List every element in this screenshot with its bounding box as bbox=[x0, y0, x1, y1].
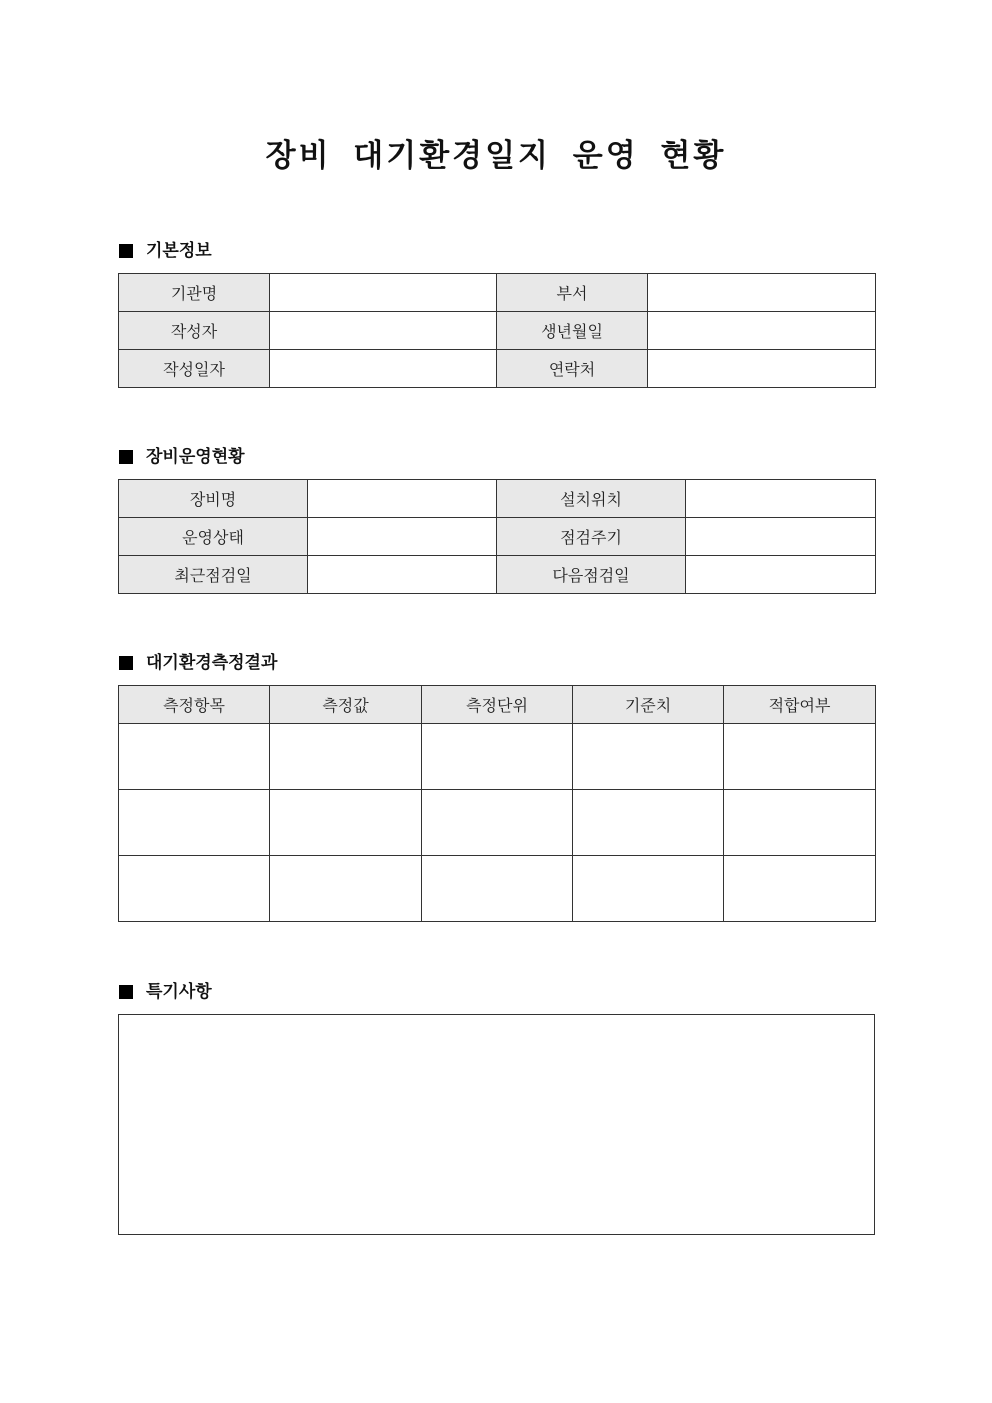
table-cell[interactable] bbox=[119, 856, 270, 922]
field-label: 점검주기 bbox=[497, 518, 686, 556]
column-header: 기준치 bbox=[573, 686, 724, 724]
table-cell[interactable] bbox=[270, 856, 422, 922]
field-label: 연락처 bbox=[497, 350, 648, 388]
section-heading-basic-info bbox=[119, 240, 212, 262]
field-label: 운영상태 bbox=[119, 518, 308, 556]
table-cell[interactable] bbox=[573, 790, 724, 856]
measurement-results-table bbox=[118, 685, 876, 922]
table-cell[interactable] bbox=[422, 856, 573, 922]
field-value-cell[interactable] bbox=[686, 556, 876, 594]
table-row bbox=[119, 518, 876, 556]
table-cell[interactable] bbox=[573, 724, 724, 790]
table-cell[interactable] bbox=[270, 790, 422, 856]
table-row bbox=[119, 790, 876, 856]
table-row bbox=[119, 856, 876, 922]
field-label: 설치위치 bbox=[497, 480, 686, 518]
table-row bbox=[119, 480, 876, 518]
field-label: 장비명 bbox=[119, 480, 308, 518]
black-square-icon bbox=[119, 450, 133, 464]
column-header: 측정값 bbox=[270, 686, 422, 724]
black-square-icon bbox=[119, 985, 133, 999]
column-header: 측정단위 bbox=[422, 686, 573, 724]
field-value-cell[interactable] bbox=[648, 274, 876, 312]
field-label: 최근점검일 bbox=[119, 556, 308, 594]
section-heading-measurement-results bbox=[119, 652, 277, 674]
field-value-cell[interactable] bbox=[686, 518, 876, 556]
section-heading-label: 특기사항 bbox=[146, 982, 212, 1002]
field-label: 다음점검일 bbox=[497, 556, 686, 594]
field-label: 작성자 bbox=[119, 312, 270, 350]
field-value-cell[interactable] bbox=[270, 274, 497, 312]
basic-info-table bbox=[118, 273, 876, 388]
field-value-cell[interactable] bbox=[270, 350, 497, 388]
field-value-cell[interactable] bbox=[308, 556, 497, 594]
field-value-cell[interactable] bbox=[270, 312, 497, 350]
table-cell[interactable] bbox=[724, 724, 876, 790]
remarks-text-area[interactable] bbox=[118, 1014, 875, 1235]
table-row bbox=[119, 724, 876, 790]
field-value-cell[interactable] bbox=[686, 480, 876, 518]
table-cell[interactable] bbox=[724, 856, 876, 922]
field-label: 기관명 bbox=[119, 274, 270, 312]
field-label: 부서 bbox=[497, 274, 648, 312]
field-value-cell[interactable] bbox=[308, 480, 497, 518]
section-heading-label: 대기환경측정결과 bbox=[146, 653, 278, 673]
section-heading-label: 기본정보 bbox=[146, 241, 212, 261]
table-cell[interactable] bbox=[119, 724, 270, 790]
equipment-status-table bbox=[118, 479, 876, 594]
table-row bbox=[119, 350, 876, 388]
table-row bbox=[119, 312, 876, 350]
table-cell[interactable] bbox=[422, 790, 573, 856]
table-cell[interactable] bbox=[119, 790, 270, 856]
field-value-cell[interactable] bbox=[648, 350, 876, 388]
document-title: 장비 대기환경일지 운영 현황 bbox=[265, 138, 727, 174]
column-header: 측정항목 bbox=[119, 686, 270, 724]
table-cell[interactable] bbox=[573, 856, 724, 922]
field-label: 생년월일 bbox=[497, 312, 648, 350]
field-value-cell[interactable] bbox=[308, 518, 497, 556]
table-header-row bbox=[119, 686, 876, 724]
table-row bbox=[119, 556, 876, 594]
table-cell[interactable] bbox=[724, 790, 876, 856]
section-heading-equipment-status bbox=[119, 446, 245, 468]
table-cell[interactable] bbox=[422, 724, 573, 790]
section-heading-label: 장비운영현황 bbox=[146, 447, 245, 467]
black-square-icon bbox=[119, 656, 133, 670]
section-heading-remarks bbox=[119, 981, 212, 1003]
column-header: 적합여부 bbox=[724, 686, 876, 724]
field-label: 작성일자 bbox=[119, 350, 270, 388]
field-value-cell[interactable] bbox=[648, 312, 876, 350]
black-square-icon bbox=[119, 244, 133, 258]
table-row bbox=[119, 274, 876, 312]
table-cell[interactable] bbox=[270, 724, 422, 790]
